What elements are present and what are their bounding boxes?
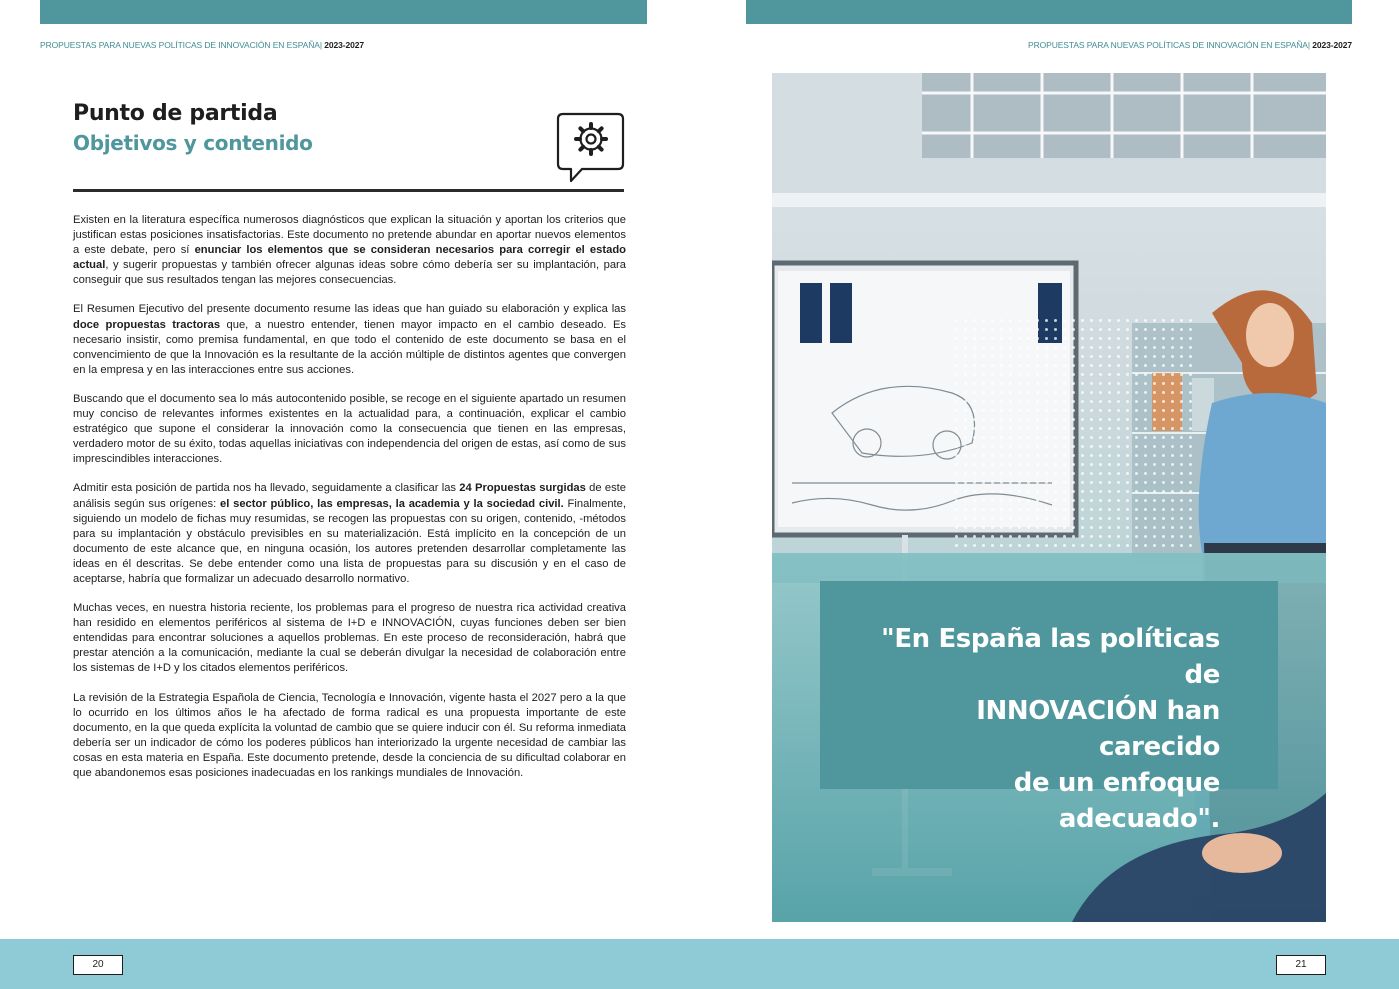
quote-line: "En España las políticas de xyxy=(881,624,1220,690)
text-run: , y sugerir propuestas y también ofrecer algunas ideas sobre cómo debería ser su implantación, para conseguir que sus resultados tengan las mejores consecuencias. xyxy=(73,259,626,287)
paragraph-1 xyxy=(73,213,626,288)
paragraph-6 xyxy=(73,691,626,782)
text-run: El Resumen Ejecutivo del presente documento resume las ideas que han guiado su elaboración y explica las xyxy=(73,303,626,316)
text-run: que, a nuestro entender, tienen mayor impacto en el cambio deseado. Es necesario insistir, como premisa fundamental, en que todo el contenido de este documento se basa en el convencimiento de que la Innovación es la resultante de la acción múltiple de distintos agentes que convergen en la empresa y en las interacciones entre sus acciones. xyxy=(73,318,626,376)
text-run: La revisión de la Estrategia Española de Ciencia, Tecnología e Innovación, vigente hasta el 2027 pero a la que lo ocurrido en los últimos años le ha afectado de forma radical es una propuesta importante de este documento, en la que queda explícita la voluntad de cambio que se quiere inducir con él. Su reforma inmediata debería ser un indicador de cómo los poderes públicos han interiorizado la urgente necesidad de cambiar las cosas en esta materia en España. Este documento pretende, desde la conciencia de su dificultad colaborar en que abandonemos esas posiciones inadecuadas en los rankings mundiales de Innovación. xyxy=(73,691,626,779)
bold-run: enunciar los elementos que se consideran necesarios para corregir el estado actual xyxy=(73,244,626,272)
bold-run: 24 Propuestas surgidas xyxy=(459,482,586,495)
bottom-band xyxy=(0,939,1399,989)
body-text xyxy=(73,213,626,795)
quote-line: INNOVACIÓN han carecido xyxy=(976,696,1220,762)
section-subtitle: Objetivos y contenido xyxy=(73,131,313,155)
running-head-left xyxy=(40,40,364,50)
text-run: de este análisis según sus orígenes: xyxy=(73,482,626,510)
quote-line: de un enfoque adecuado". xyxy=(1013,768,1220,834)
text-run: Buscando que el documento sea lo más autocontenido posible, se recoge en el siguiente apartado un resumen muy conciso de relevantes informes existentes en la actualidad para, a continuación, explicar el cambio estratégico que supone el considerar la innovación como la consecuencia que tienen en las empresas, verdadero motor de su éxito, todas aquellas iniciativas con independencia del origen de estas, así como de sus imprescindibles interacciones. xyxy=(73,392,626,466)
text-run: Admitir esta posición de partida nos ha llevado, seguidamente a clasificar las xyxy=(73,482,460,495)
section-title: Punto de partida xyxy=(73,101,278,126)
top-accent-bar-left xyxy=(40,0,647,24)
bold-run: el sector público, las empresas, la academia y la sociedad civil. xyxy=(219,497,564,510)
pull-quote xyxy=(860,621,1220,837)
running-head-title: PROPUESTAS PARA NUEVAS POLÍTICAS DE INNOVACIÓN EN ESPAÑA| xyxy=(1028,40,1310,50)
heading-rule xyxy=(73,189,624,192)
running-head-year: 2023-2027 xyxy=(1312,40,1352,50)
page-number-right: 21 xyxy=(1276,955,1326,975)
pull-quote-box xyxy=(820,581,1278,834)
running-head-title: PROPUESTAS PARA NUEVAS POLÍTICAS DE INNOVACIÓN EN ESPAÑA| xyxy=(40,40,322,50)
running-head-year: 2023-2027 xyxy=(324,40,364,50)
chat-gear-icon xyxy=(556,112,626,184)
text-run: Finalmente, siguiendo un modelo de fichas muy resumidas, se recogen las propuestas con su origen, contenido, -métodos para su implantación y obstáculo previsibles en su materialización. Está implícito en la concepción de un documento de este alcance que, en ninguna ocasión, los autores pretenden desarrollar completamente las ideas en él descritas. Se debe entender como una lista de propuestas para su discusión y en el caso de aceptarse, habría que formalizar un adecuado desarrollo normativo. xyxy=(73,497,626,585)
running-head-right xyxy=(1028,40,1352,50)
text-run: Existen en la literatura específica numerosos diagnósticos que explican la situación y aportan los criterios que justifican estas posiciones insatisfactorias. Este documento no pretende abundar en aportar nuevos elementos a este debate, pero sí xyxy=(73,214,626,257)
page-number-left: 20 xyxy=(73,955,123,975)
bold-run: doce propuestas tractoras xyxy=(73,318,221,331)
text-run: Muchas veces, en nuestra historia reciente, los problemas para el progreso de nuestra rica actividad creativa han residido en elementos periféricos al sistema de I+D e INNOVACIÓN, cuyas funciones deben ser bien entendidas para encontrar soluciones a aquellos problemas. En este proceso de reconsideración, habrá que prestar atención a la comunicación, mediante la cual se deberán divulgar la necesidad de colaboración entre los sistemas de I+D y los citados elementos periféricos. xyxy=(73,602,626,675)
top-accent-bar-right xyxy=(746,0,1352,24)
paragraph-3 xyxy=(73,392,626,467)
paragraph-4 xyxy=(73,481,626,587)
paragraph-5 xyxy=(73,601,626,676)
paragraph-2 xyxy=(73,302,626,377)
